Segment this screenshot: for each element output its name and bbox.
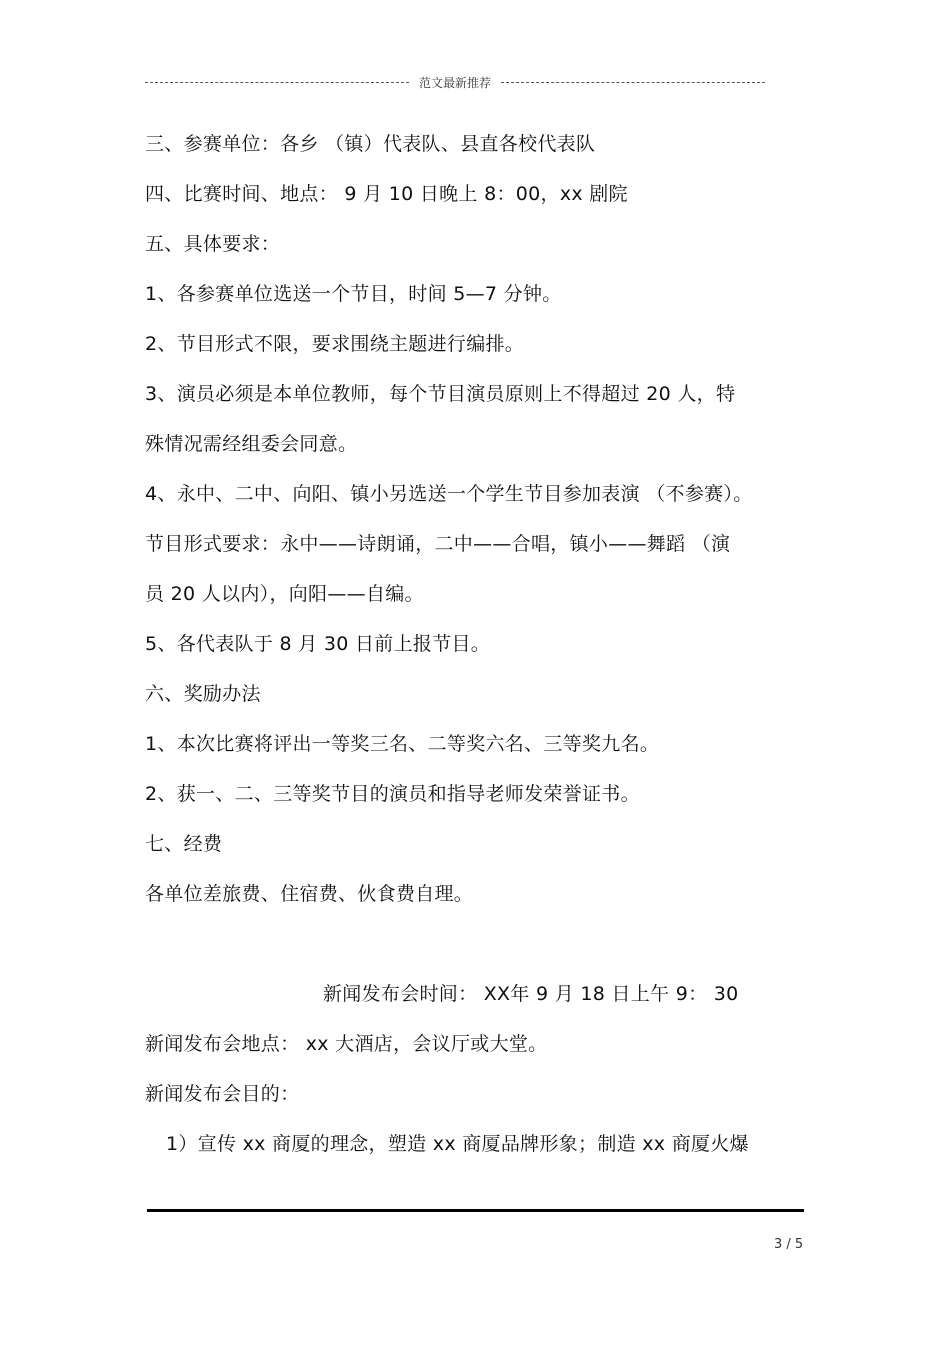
text-line: 1、各参赛单位选送一个节目，时间 5—7 分钟。 [145,283,562,305]
text-line: 四、比赛时间、地点： 9 月 10 日晚上 8：00，xx 剧院 [145,183,628,205]
text-line: 2、获一、二、三等奖节目的演员和指导老师发荣誉证书。 [145,783,640,805]
header-dash-right [501,82,765,83]
text-line: 节目形式要求：永中——诗朗诵，二中——合唱，镇小——舞蹈 （演 [145,533,731,555]
text-line: 新闻发布会目的： [145,1083,300,1105]
text-line: 新闻发布会地点： xx 大酒店，会议厅或大堂。 [145,1033,548,1055]
header-title: 范文最新推荐 [419,75,492,90]
text-line: 2、节目形式不限，要求围绕主题进行编排。 [145,333,525,355]
text-line: 新闻发布会时间： XX年 9 月 18 日上午 9： 30 [323,983,739,1005]
text-line: 员 20 人以内），向阳——自编。 [145,583,424,605]
text-line: 殊情况需经组委会同意。 [145,433,358,455]
text-line: 1）宣传 xx 商厦的理念，塑造 xx 商厦品牌形象；制造 xx 商厦火爆 [166,1133,749,1155]
text-line: 1、本次比赛将评出一等奖三名、二等奖六名、三等奖九名。 [145,733,660,755]
text-line: 三、参赛单位：各乡 （镇）代表队、县直各校代表队 [145,133,596,155]
page-header [145,72,765,92]
text-line: 3、演员必须是本单位教师，每个节目演员原则上不得超过 20 人，特 [145,383,736,405]
footer-rule [147,1209,804,1212]
header-dash-left [145,82,409,83]
text-line: 4、永中、二中、向阳、镇小另选送一个学生节目参加表演 （不参赛）。 [145,483,753,505]
text-line: 各单位差旅费、住宿费、伙食费自理。 [145,883,474,905]
text-line: 5、各代表队于 8 月 30 日前上报节目。 [145,633,491,655]
text-line: 五、具体要求： [145,233,281,255]
section-heading: 六、奖励办法 [145,683,261,705]
page-number: 3 / 5 [774,1237,804,1252]
section-heading: 七、经费 [145,833,223,855]
